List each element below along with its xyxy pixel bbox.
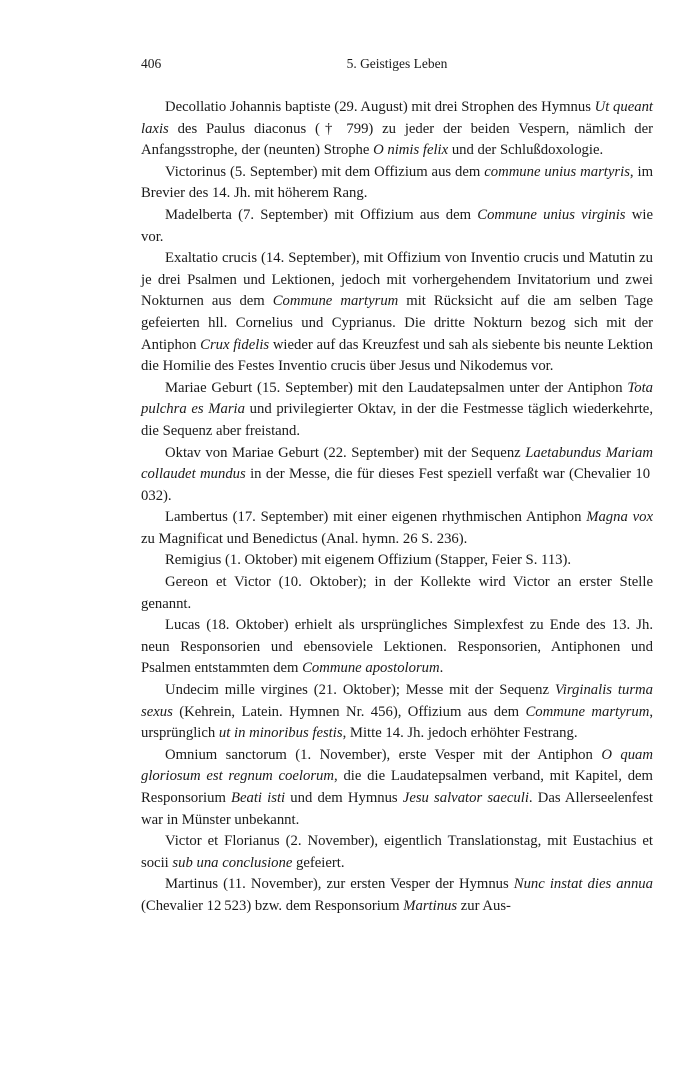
text-run: des Paulus diaconus († 799) zu jeder der beiden Vespern, nämlich der Anfangsstrophe, der (neunten) Strophe — [141, 120, 653, 159]
italic-term: ut in minoribus festis — [218, 725, 343, 742]
italic-term: O nimis felix — [373, 142, 449, 159]
italic-term: Tota pulchra es Maria — [141, 379, 653, 418]
text-run: Madelberta (7. September) mit Offizium aus dem — [165, 206, 478, 223]
italic-term: Nunc instat dies annua — [513, 876, 653, 893]
italic-term: Virginalis turma sexus — [141, 682, 653, 720]
text-run: Undecim mille virgines (21. Oktober); Messe mit der Sequenz — [165, 682, 555, 699]
text-run: Omnium sanctorum (1. November), erste Vesper mit der Antiphon — [165, 746, 602, 763]
text-run: (Kehrein, Latein. Hymnen Nr. 456), Offizium aus dem — [172, 703, 526, 720]
italic-term: Crux fidelis — [200, 336, 270, 353]
body-text — [141, 97, 653, 918]
italic-term: Martinus — [403, 897, 458, 914]
paragraph — [141, 831, 653, 874]
italic-term: Laetabundus Mariam collaudet mundus — [141, 444, 653, 483]
italic-term: Ut queant laxis — [141, 99, 653, 137]
paragraph — [141, 874, 653, 917]
paragraph — [141, 378, 653, 443]
paragraph — [141, 572, 653, 615]
text-run: mit Rücksicht auf die am selben Tage gefeierten hll. Cornelius und Cyprianus. Die dritte Nokturn bezog sich mit der Antiphon — [141, 293, 653, 353]
italic-term: O quam gloriosum est regnum coelorum — [141, 746, 654, 785]
text-run: Martinus (11. November), zur ersten Vesper der Hymnus — [165, 876, 514, 893]
text-run: und der Schlußdoxologie. — [448, 142, 604, 159]
text-run: Decollatio Johannis baptiste (29. August) mit drei Strophen des Hymnus — [165, 99, 595, 115]
text-run: . Das Allerseelenfest war in Münster unbekannt. — [141, 790, 653, 828]
text-run: , Mitte 14. Jh. jedoch erhöhter Festrang. — [342, 725, 578, 742]
text-run: Lucas (18. Oktober) erhielt als ursprüngliches Simplexfest zu Ende des 13. Jh. neun Responsorien und ebensoviele Lektionen. Responsorien, Antiphonen und Psalmen entstammten dem — [141, 617, 653, 677]
paragraph — [141, 205, 653, 248]
paragraph — [141, 680, 653, 745]
text-run: Victorinus (5. September) mit dem Offizium aus dem — [165, 163, 485, 180]
text-run: wieder auf das Kreuzfest und sah als siebente bis neunte Lektion die Homilie des Festes Inventio crucis über Jesus und Nikodemus vor. — [141, 336, 653, 375]
text-run: und privilegierter Oktav, in der die Festmesse täglich wiederkehrte, die Sequenz aber freistand. — [141, 401, 653, 439]
text-run: wie vor. — [141, 206, 653, 245]
italic-term: commune unius martyris — [484, 163, 630, 180]
book-page — [141, 56, 653, 918]
text-run: Remigius (1. Oktober) mit eigenem Offizium (Stapper, Feier S. 113). — [165, 552, 572, 569]
italic-term: Magna vox — [586, 509, 653, 526]
text-run: und dem Hymnus — [285, 790, 403, 806]
italic-term: Beati isti — [231, 790, 286, 806]
text-run: Victor et Florianus (2. November), eigentlich Translationstag, mit Eustachius et socii — [141, 833, 653, 871]
italic-term: Commune martyrum — [525, 703, 650, 720]
running-head: 5. Geistiges Leben — [346, 56, 448, 71]
text-run: Oktav von Mariae Geburt (22. September) mit der Sequenz — [165, 444, 526, 461]
text-run: , die die Laudatepsalmen verband, mit Kapitel, dem Responsorium — [141, 768, 653, 806]
text-run: Gereon et Victor (10. Oktober); in der Kollekte wird Victor an erster Stelle genannt. — [141, 574, 653, 612]
text-run: Mariae Geburt (15. September) mit den Laudatepsalmen unter der Antiphon — [165, 379, 628, 396]
paragraph — [141, 162, 653, 205]
text-run: , ursprünglich — [141, 703, 653, 742]
paragraph — [141, 248, 653, 378]
paragraph — [141, 97, 653, 162]
italic-term: Commune martyrum — [272, 293, 399, 310]
text-run: in der Messe, die für dieses Fest speziell verfaßt war (Chevalier 10 032). — [141, 466, 653, 504]
paragraph — [141, 507, 653, 550]
page-header — [141, 56, 653, 78]
text-run: zur Aus- — [457, 897, 511, 914]
page-number: 406 — [141, 56, 162, 71]
paragraph — [141, 615, 653, 680]
paragraph — [141, 550, 653, 572]
text-run: gefeiert. — [292, 854, 345, 871]
paragraph — [141, 443, 653, 508]
italic-term: Jesu salvator saeculi — [402, 790, 529, 806]
text-run: zu Magnificat und Benedictus (Anal. hymn. 26 S. 236). — [141, 530, 468, 547]
italic-term: Commune apostolorum — [302, 660, 440, 677]
italic-term: sub una conclusione — [172, 854, 293, 871]
text-run: , im Brevier des 14. Jh. mit höherem Rang. — [141, 163, 653, 202]
text-run: . — [439, 660, 444, 677]
text-run: Lambertus (17. September) mit einer eigenen rhythmischen Antiphon — [165, 509, 587, 526]
paragraph — [141, 745, 653, 831]
text-run: Exaltatio crucis (14. September), mit Offizium von Inventio crucis und Matutin zu je drei Psalmen und Lektionen, jedoch mit vorhergehendem Invitatorium und zwei Nokturnen aus dem — [141, 250, 653, 310]
text-run: (Chevalier 12 523) bzw. dem Responsorium — [141, 897, 404, 914]
italic-term: Commune unius virginis — [477, 206, 626, 223]
